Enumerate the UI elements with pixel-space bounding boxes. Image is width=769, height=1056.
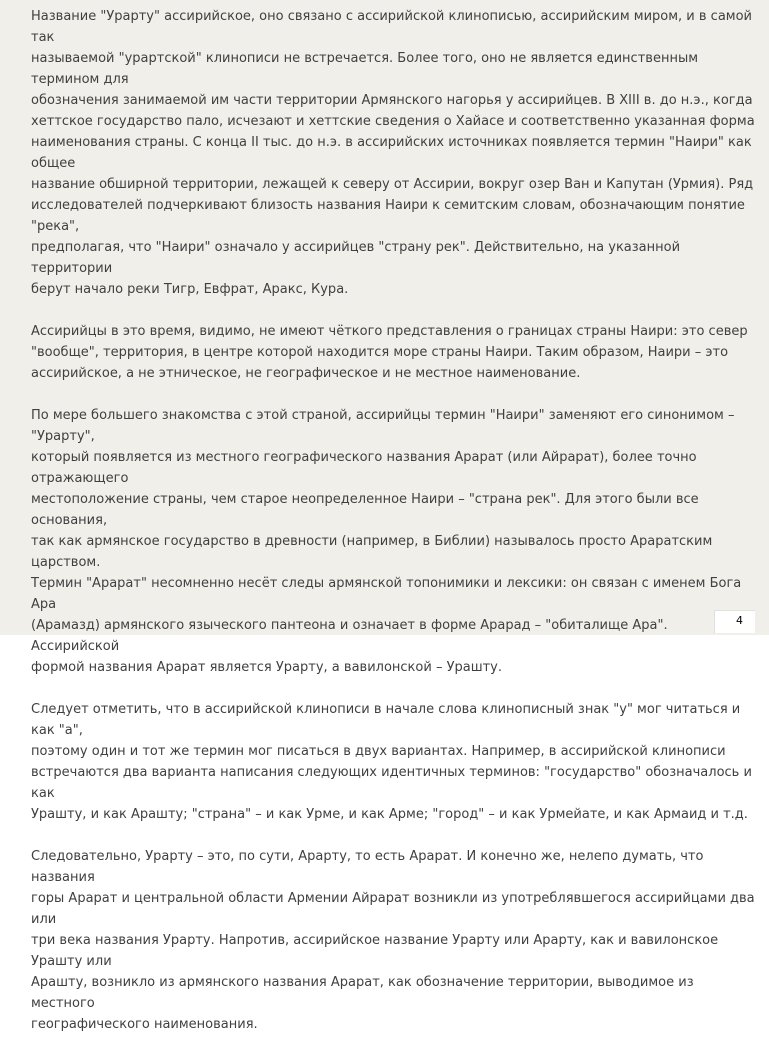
document-body [31,6,759,1056]
page-number-box [714,610,755,633]
page-number: 4 [736,614,743,627]
paragraph-5: Следовательно, Урарту – это, по сути, Арарту, то есть Арарат. И конечно же, нелепо думать, что названия горы Арарат и центральной области Армении Айрарат возникли из употреблявшегося ассирийцами два или три века названия Урарту. Напротив, ассирийское название Урарту или Арарту, как и вавилонское Урашту или Арашту, возникло из армянского названия Арарат, как обозначение территории, выводимое из местного географического наименования. [31,849,755,1032]
paragraph-3: По мере большего знакомства с этой страной, ассирийцы термин "Наири" заменяют его синонимом – "Урарту", который появляется из местного географического названия Арарат (или Айрарат), более точно отражающего местоположение страны, чем старое неопределенное Наири – "страна рек". Для этого были все основания, так как армянское государство в древности (например, в Библии) называлось просто Араратским царством. Термин "Арарат" несомненно несёт следы армянской топонимики и лексики: он связан с именем Бога Ара (Арамазд) армянского языческого пантеона и означает в форме Арарад – "обиталище Ара". Ассирийской формой названия Арарат является Урарту, а вавилонской – Урашту. [31,408,742,675]
paragraph-2: Ассирийцы в это время, видимо, не имеют чёткого представления о границах страны Наири: это север "вообще", территория, в центре которой находится море страны Наири. Таким образом, Наири – это ассирийское, а не этническое, не географическое и не местное наименование. [31,324,748,381]
paragraph-1: Название "Урарту" ассирийское, оно связано с ассирийской клинописью, ассирийским миром, и в самой так называемой "урартской" клинописи не встречается. Более того, оно не является единственным термином для обозначения занимаемой им части территории Армянского нагорья у ассирийцев. В XIII в. до н.э., когда хеттское государство пало, исчезают и хеттские сведения о Хайасе и соответственно указанная форма наименования страны. С конца II тыс. до н.э. в ассирийских источниках появляется термин "Наири" как общее название обширной территории, лежащей к северу от Ассирии, вокруг озер Ван и Капутан (Урмия). Ряд исследователей подчеркивают близость названия Наири к семитским словам, обозначающим понятие "река", предполагая, что "Наири" означало у ассирийцев "страну рек". Действительно, на указанной территории берут начало реки Тигр, Евфрат, Аракс, Кура. [31,9,755,297]
paragraph-4: Следует отметить, что в ассирийской клинописи в начале слова клинописный знак "у" мог читаться и как "а", поэтому один и тот же термин мог писаться в двух вариантах. Например, в ассирийской клинописи встречаются два варианта написания следующих идентичных терминов: "государство" обозначалось и как Урашту, и как Арашту; "страна" – и как Урме, и как Арме; "город" – и как Урмейате, и как Армаид и т.д. [31,702,752,822]
